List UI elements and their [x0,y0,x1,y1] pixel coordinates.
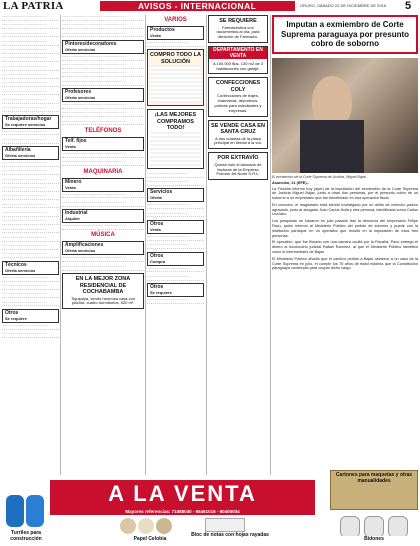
listing: …………………………………………………… [62,256,144,262]
ad-text: A dos cuadras de la plaza principal en tienda a la vía. [214,135,262,146]
listing: …………………………………… [2,332,59,338]
listing: …………………………………………………… [62,15,144,21]
listing: …………………………………… [2,23,59,29]
category-heading: Servicios Oferta [147,188,204,202]
listing: …………………………………………………… [62,193,144,199]
ad-title: A LA VENTA [50,480,315,508]
classifieds-column-3 [147,15,204,475]
listing: …………………………………… [2,48,59,54]
masthead: LA PATRIA [3,0,64,12]
listing: …………………………………… [2,252,59,258]
listing: ………………………………… [147,267,204,273]
ad-text: Queda nulo el talonario de facturas de la Empresa Pulman Jet Norte S.R.L. [214,161,262,177]
ad-text: Confecciones de trajes, chamarras, deportivos, poleras para estudiantes y empresas. [214,93,262,113]
category-heading: Amplificaciones Oferta servicios [62,241,144,255]
listing: …………………………………………………… [62,103,144,109]
ad-text: A 100.000 $us. 130 m2 de 3 habitaciones con garaje. [212,60,264,71]
listing: …………………………………… [2,211,59,217]
news-article [272,15,418,485]
classifieds-column-1 [2,15,59,475]
listing: …………………………………… [2,56,59,62]
section-heading: VARIOS [164,17,187,23]
listing: …………………………………………………… [62,152,144,158]
ad-title: POR EXTRAVÍO [217,155,259,162]
promo-body [150,132,201,166]
ad-title: EN LA MEJOR ZONA RESIDENCIAL DE COCHABAMBA [75,276,131,296]
product-label: Bidones [364,536,384,542]
category-heading: Trabajadoras/hogar Se requiere servicios [2,115,59,129]
listing: …………………………………… [2,292,59,298]
listing: …………………………………………………… [62,80,144,86]
listing: …………………………………… [2,276,59,282]
listing: …………………………………… [2,98,59,104]
promo-body [150,65,201,103]
category-heading: Productos Venta [147,26,204,40]
boxed-ad [208,120,268,150]
listing: ………………………………… [147,298,204,304]
article-paragraph: El operativo, que fue filmado con una cámara oculta por la Fiscalía, Pacú entregó el dinero al funcionario judicial Rafael Ramírez, al que el Ministerio Público identificó como el intermediario de Bajac. [272,240,418,255]
listing: …………………………………………………… [62,71,144,77]
category-heading: Industrial Alquiler [62,209,144,223]
ad-title: SE REQUIERE [219,18,257,24]
listing: …………………………………… [2,90,59,96]
listing: ………………………………… [147,172,204,178]
photo-caption: El exmiembro de la Corte Suprema de Justicia, Miguel Bajac. [272,174,368,179]
product-label: Bloc de notas con hojas rayadas [191,532,269,538]
listing: …………………………………… [2,284,59,290]
person-figure [312,76,352,126]
boxed-ad [208,152,268,180]
listing: …………………………………………………… [62,120,144,126]
promo-ad [147,109,204,169]
category-heading: Otros Se requiere [147,283,204,297]
jugs-image [340,512,410,536]
listing: …………………………………… [2,81,59,87]
listing: ………………………………… [147,41,204,47]
article-photo [272,58,418,173]
dateline-place: Asunción, 21 (EFE).- [272,180,309,185]
listing: …………………………………………………… [62,201,144,207]
listing: …………………………………… [2,244,59,250]
ad-text: Tiquipaya, vendo hermosa casa con piscina, cuatro dormitorios, 520 m². [70,295,136,306]
headline-box [272,15,418,54]
listing: …………………………………………………… [62,55,144,61]
listing: …………………………………… [2,161,59,167]
classifieds-column-4 [208,15,268,475]
classifieds-column-2 [62,15,144,475]
ad-title: DEPARTAMENTO EN VENTA [209,47,267,59]
listing: …………………………………… [2,203,59,209]
section-heading: MÚSICA [91,232,115,239]
listing: …………………………………………………… [62,32,144,38]
boxed-ad [208,46,268,75]
listing: …………………………………… [2,186,59,192]
promo-ad [147,49,204,106]
listing: …………………………………………………… [62,160,144,166]
notepad-image [205,518,245,532]
promo-title: COMPRO TODO LA SOLUCIÓN [150,52,201,65]
section-title: AVISOS - INTERNACIONAL [100,1,295,11]
category-heading: Telf. fijos Venta [62,137,144,151]
listing: …………………………………………………… [62,265,144,271]
page-number: 5 [405,0,412,12]
listing: …………………………………… [2,130,59,136]
ad-text: Farmacéutica con documentos al día, para atención de Farmacia. [216,24,260,40]
article-paragraph: La Fiscalía informó hoy (ayer) de la imputación del exmiembro de la Corte Suprema de Justicia Miguel Bajac, junto a otras dos personas, por el presunto cobro de un soborno a un empresario que fue beneficiado en una operación fiscal. [272,186,418,201]
listing: ………………………………… [147,275,204,281]
listing: …………………………………… [2,228,59,234]
listing: …………………………………………………… [62,23,144,29]
listing: …………………………………… [2,194,59,200]
product-label: Cartones para maquetas y otras manualidades [335,472,413,484]
listing: …………………………………… [2,301,59,307]
category-heading: Otros Venta [147,220,204,234]
listing: …………………………………… [2,32,59,38]
boxed-ad [208,77,268,116]
article-paragraph: El Ministerio Público añadió que el cachivo pedido a Bajac obedece a un caso de la Corte Suprema en julio, el cumplir los 75 años de edad máxima que la Constitución paraguaya contempla para ocupar dicho cargo. [272,256,418,271]
category-heading: Profesores Oferta servicios [62,88,144,102]
suit-figure [300,120,364,173]
real-estate-ad [62,273,144,309]
category-heading: Otros Compra [147,252,204,266]
listing: …………………………………… [2,169,59,175]
listing: …………………………………… [2,65,59,71]
ad-title: SE VENDE CASA EN SANTA CRUZ [211,122,265,136]
article-paragraph: Los pesquisas se iniciaron en julio pasado tras la denuncia del empresario Felipe Pacú, quien informó al Ministerio Público del pedido de soborno y puede con la institución participar en un operativo que resultó en la imputación de esas tres personas. [272,219,418,238]
article-headline: Imputan a exmiembro de Corte Suprema paraguaya por presunto cobro de soborno [280,20,410,48]
ad-phones: Mayores referencias: 71888040 - 65461016 - 60405004 [50,508,315,515]
listing: …………………………………………………… [62,111,144,117]
listing: …………………………………… [2,106,59,112]
boxed-ad [208,15,268,43]
promo-title: ¡LAS MEJORES COMPRAMOS TODO! [154,112,197,132]
ad-title: CONFECCIONES COLY [215,80,261,93]
category-heading: Minero Venta [62,178,144,192]
listing: …………………………………… [2,324,59,330]
listing: …………………………………… [2,236,59,242]
category-heading: Técnicos Oferta servicios [2,261,59,275]
category-heading: Otros Se requiere [2,309,59,323]
listing: …………………………………… [2,73,59,79]
listing: …………………………………………………… [62,224,144,230]
category-heading: Pintores/decoradores Oferta servicios [62,40,144,54]
category-heading: Albañilería Oferta servicios [2,146,59,160]
listing: …………………………………… [2,219,59,225]
listing: ………………………………… [147,243,204,249]
listing: …………………………………………………… [62,63,144,69]
article-paragraph: En concreto, el magistrado está siendo investigado por un delito de cohecho pasivo agravado, junto al abogado Juan Carlos Ávila y otra persona, identificada como Carlos Lezcano. [272,202,418,217]
listing: …………………………………… [2,15,59,21]
listing: ………………………………… [147,203,204,209]
listing: ………………………………… [147,212,204,218]
product-label: Turriles para construcción [10,530,42,542]
listing: …………………………………… [2,138,59,144]
dateline: ORURO, SÁBADO 22 DE DICIEMBRE DE 2018 [300,3,387,8]
listing: …………………………………… [2,40,59,46]
product-label: Papel Celobia [133,536,167,542]
section-heading: MAQUINARIA [83,168,123,175]
section-heading: TELÉFONOS [84,127,122,134]
listing: ………………………………… [147,235,204,241]
listing: ………………………………… [147,180,204,186]
paper-rolls-image [120,518,180,536]
listing: …………………………………… [2,178,59,184]
